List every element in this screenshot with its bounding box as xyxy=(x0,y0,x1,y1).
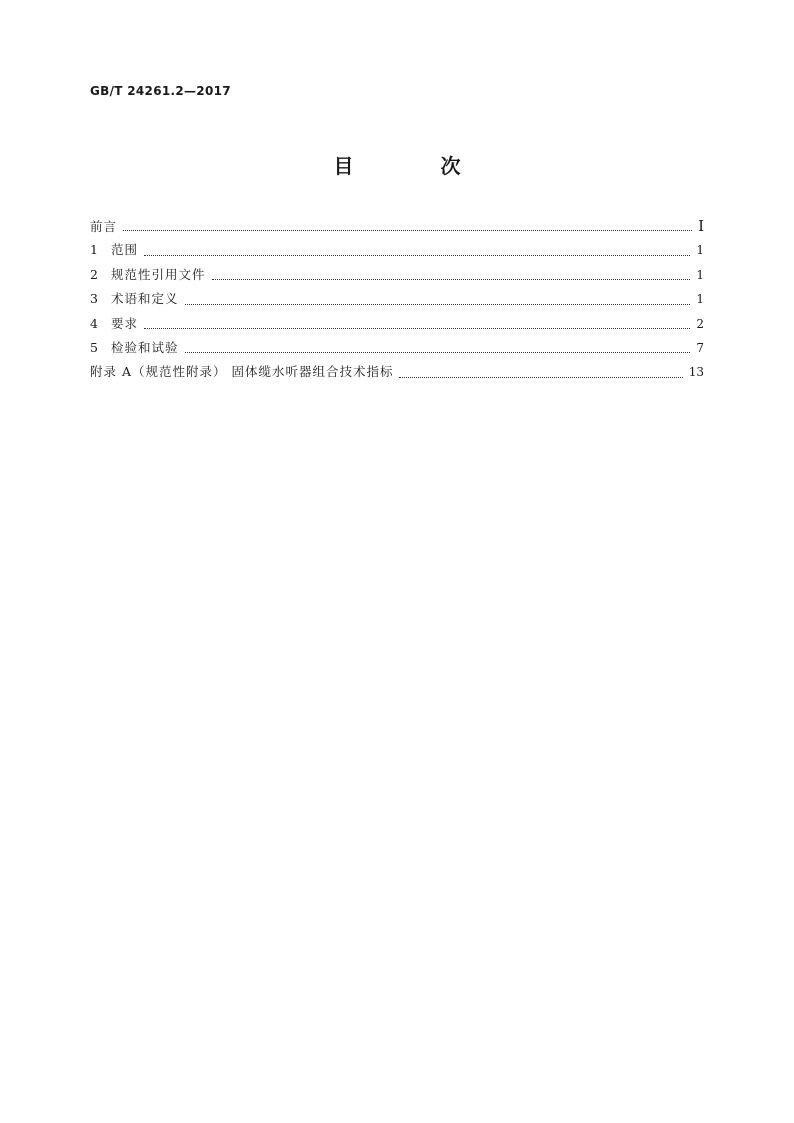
toc-entry-number: 1 xyxy=(90,242,98,258)
toc-entry-number: 4 xyxy=(90,315,98,331)
toc-entry-inspection-testing[interactable] xyxy=(90,336,704,360)
toc-leader-dots xyxy=(185,304,691,305)
toc-entry-label: 范围 xyxy=(111,242,139,258)
toc-entry-label: 检验和试验 xyxy=(111,339,179,355)
toc-entry-page: 2 xyxy=(696,316,704,331)
toc-leader-dots xyxy=(399,377,682,378)
toc-entry-annex-a[interactable] xyxy=(90,360,704,384)
toc-entry-label: 附录 A（规范性附录） 固体缆水听器组合技术指标 xyxy=(90,364,394,380)
toc-entry-label: 要求 xyxy=(111,315,139,331)
toc-entry-number: 3 xyxy=(90,291,98,307)
toc-entry-page: 13 xyxy=(688,365,704,380)
toc-entry-label: 术语和定义 xyxy=(111,291,179,307)
toc-entry-label: 规范性引用文件 xyxy=(111,266,206,282)
toc-entry-scope[interactable] xyxy=(90,238,704,262)
toc-leader-dots xyxy=(185,352,691,353)
toc-entry-page: 1 xyxy=(696,267,704,282)
toc-entry-requirements[interactable] xyxy=(90,312,704,336)
toc-entry-page: 1 xyxy=(696,243,704,258)
toc-entry-foreword[interactable] xyxy=(90,214,704,238)
standard-code: GB/T 24261.2—2017 xyxy=(90,84,231,98)
toc-entry-number: 5 xyxy=(90,339,98,355)
toc-leader-dots xyxy=(144,255,690,256)
toc-leader-dots xyxy=(212,279,691,280)
toc-entry-label: 前言 xyxy=(90,219,118,234)
toc-entry-page: 1 xyxy=(696,292,704,307)
toc-entry-normative-references[interactable] xyxy=(90,263,704,287)
toc-leader-dots xyxy=(123,230,692,231)
toc-entry-page: 7 xyxy=(696,340,704,355)
toc-leader-dots xyxy=(144,328,690,329)
toc-entry-terms-definitions[interactable] xyxy=(90,287,704,311)
toc-entry-number: 2 xyxy=(90,266,98,282)
table-of-contents xyxy=(90,214,704,385)
toc-entry-page: I xyxy=(698,217,704,235)
page-title: 目 次 xyxy=(333,154,501,178)
